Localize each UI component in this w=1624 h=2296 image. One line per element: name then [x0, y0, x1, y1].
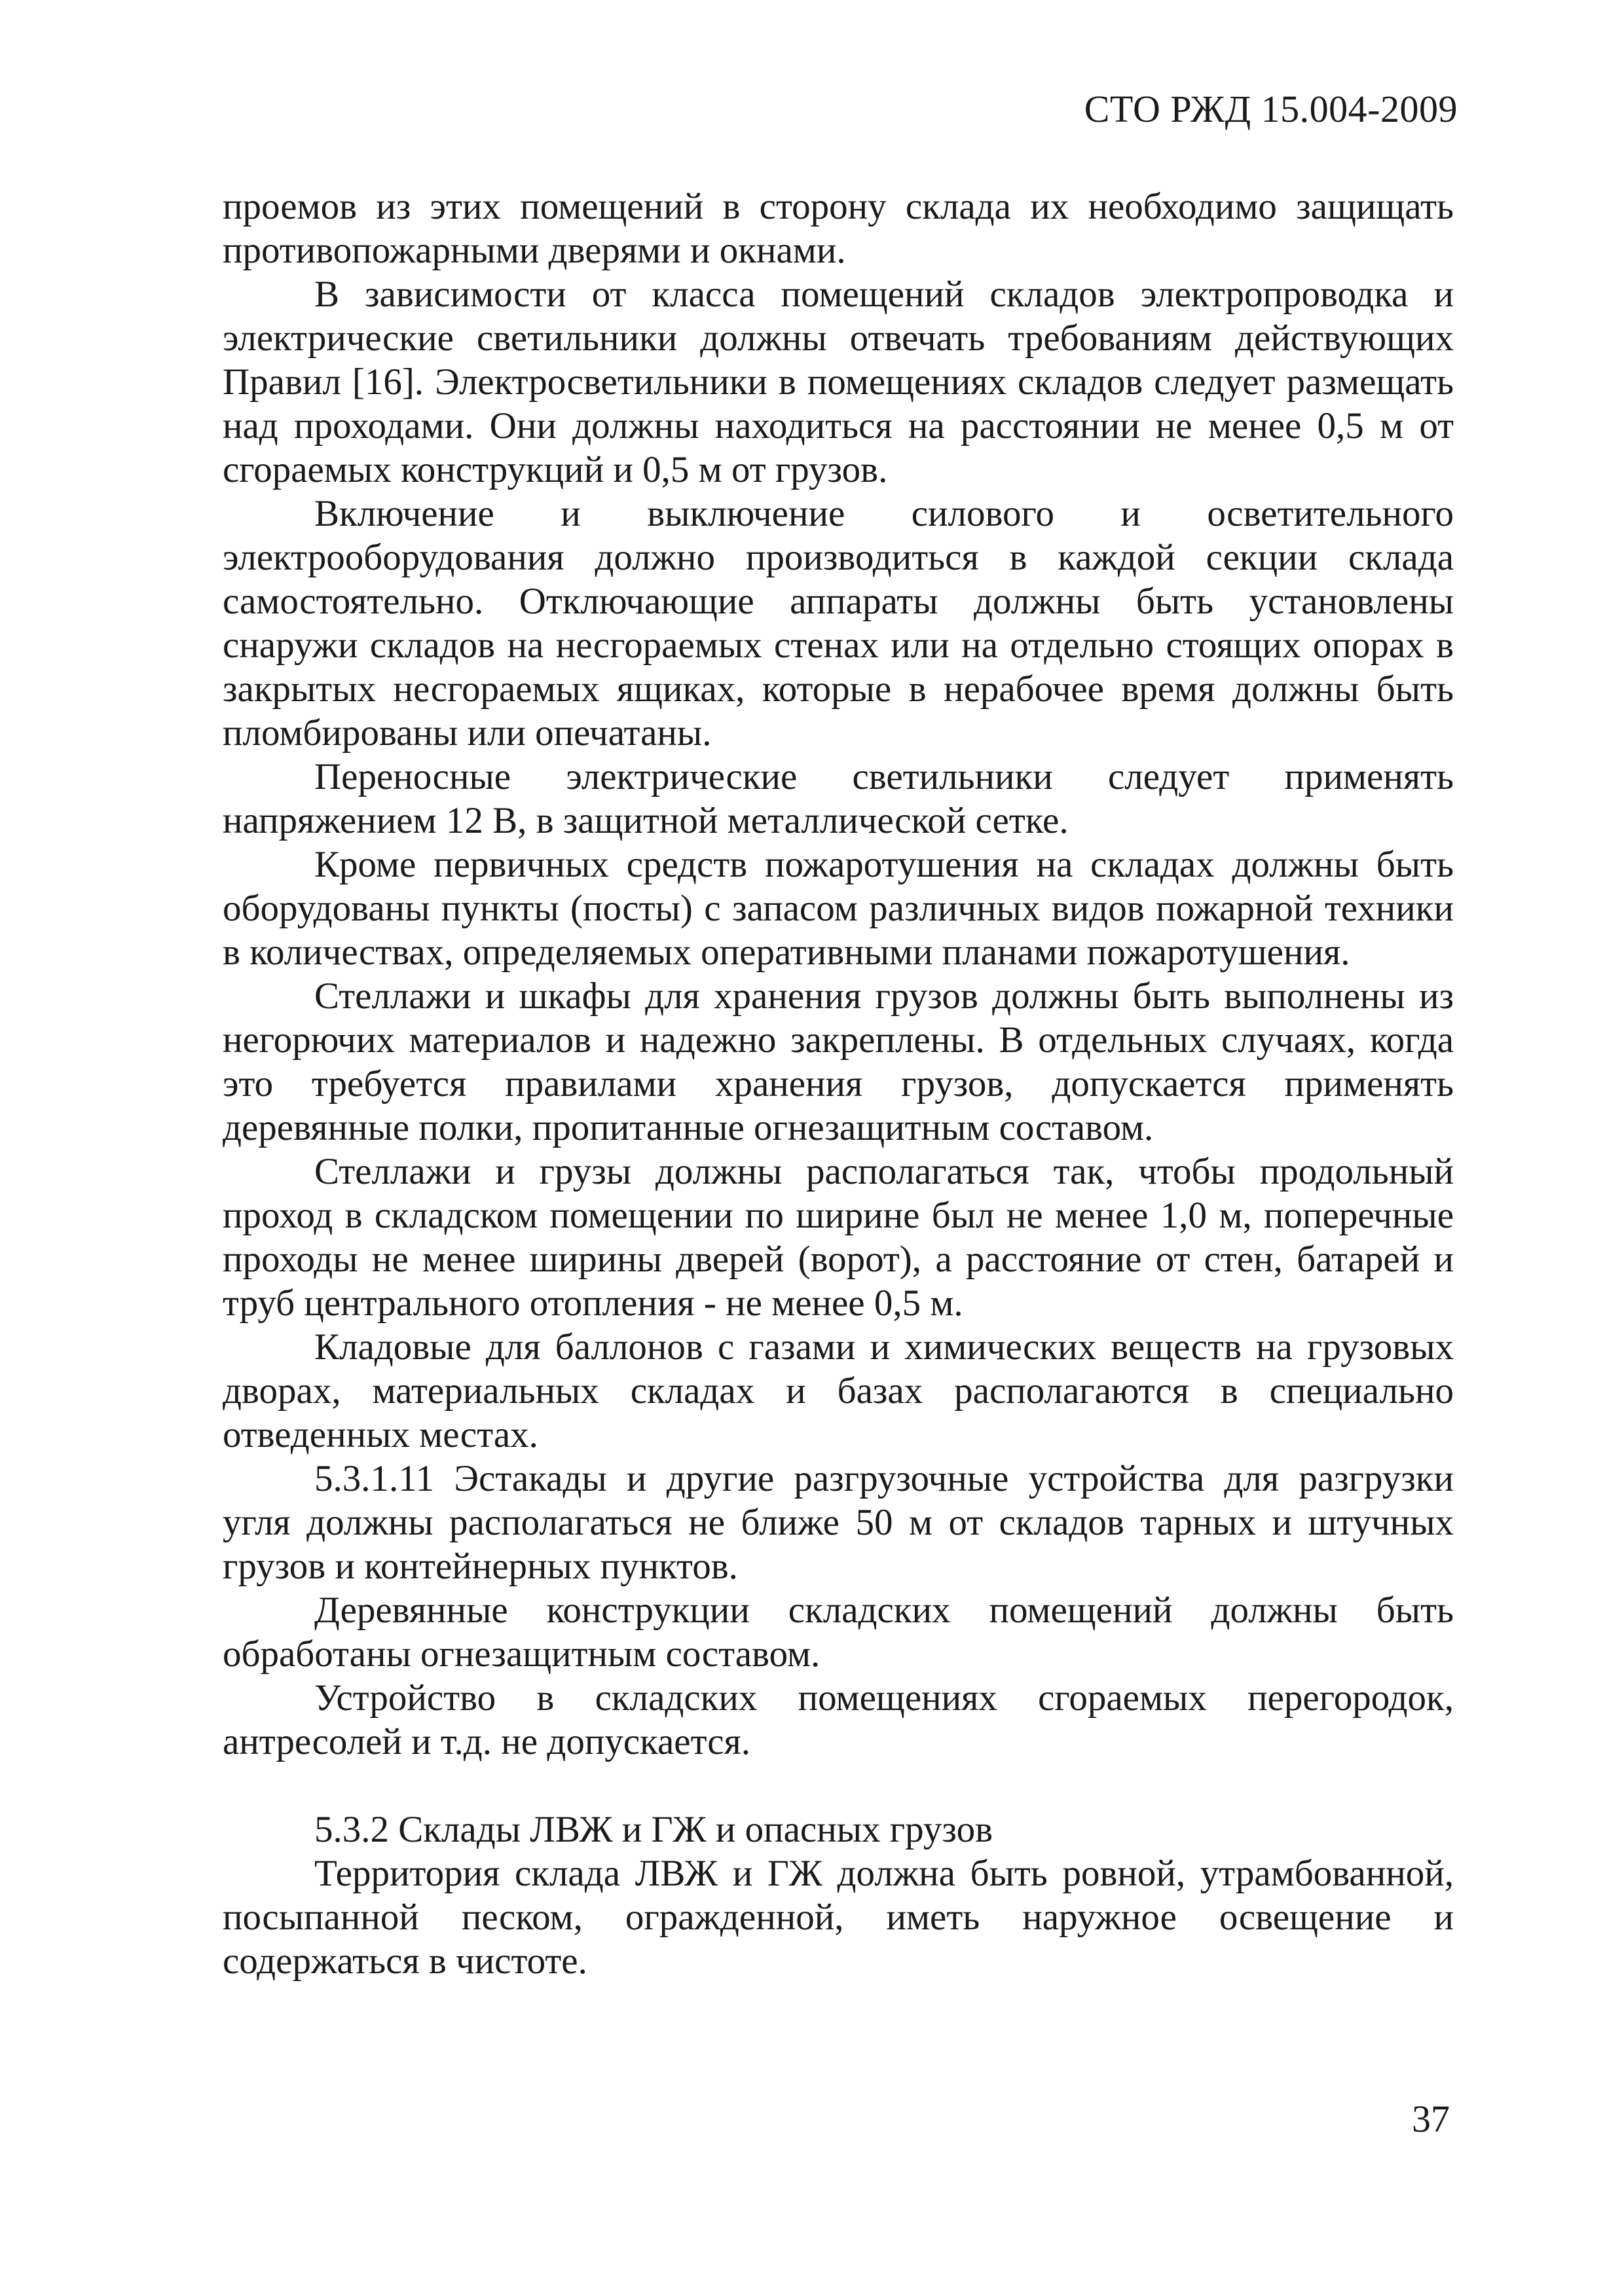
paragraph-coal-trestles: 5.3.1.11 Эстакады и другие разгрузочные устройства для разгрузки угля должны располагаться не ближе 50 м от складов тарных и штучных грузов и контейнерных пунктов.: [223, 1458, 1454, 1587]
paragraph-gas-cylinder-storage: Кладовые для баллонов с газами и химических веществ на грузовых дворах, материальных складах и базах располагаются в специально отведенных местах.: [223, 1326, 1454, 1455]
paragraph-portable-lamps: Переносные электрические светильники следует применять напряжением 12 В, в защитной металлической сетке.: [223, 756, 1454, 841]
paragraph-flammable-storage-territory: Территория склада ЛВЖ и ГЖ должна быть ровной, утрамбованной, посыпанной песком, огражденной, иметь наружное освещение и содержаться в чистоте.: [223, 1853, 1454, 1982]
paragraph-partitions: Устройство в складских помещениях сгораемых перегородок, антресолей и т.д. не допускается.: [223, 1677, 1454, 1762]
paragraph-fire-posts: Кроме первичных средств пожаротушения на складах должны быть оборудованы пункты (посты) с запасом различных видов пожарной техники в количествах, определяемых оперативными планами пожаротушения.: [223, 844, 1454, 973]
paragraph-passage-widths: Стеллажи и грузы должны располагаться так, чтобы продольный проход в складском помещении по ширине был не менее 1,0 м, поперечные проходы не менее ширины дверей (ворот), а расстояние от стен, батарей и труб центрального отопления - не менее 0,5 м.: [223, 1151, 1454, 1324]
paragraph-shelving-materials: Стеллажи и шкафы для хранения грузов должны быть выполнены из негорючих материалов и надежно закреплены. В отдельных случаях, когда это требуется правилами хранения грузов, допускается применять деревянные полки, пропитанные огнезащитным составом.: [223, 975, 1454, 1148]
document-code-header: СТО РЖД 15.004-2009: [1084, 88, 1458, 130]
paragraph-continuation: проемов из этих помещений в сторону склада их необходимо защищать противопожарными дверями и окнами.: [223, 186, 1454, 271]
paragraph-electrical-wiring: В зависимости от класса помещений складов электропроводка и электрические светильники должны отвечать требованиям действующих Правил [16]. Электросветильники в помещениях складов следует размещать над проходами. Они должны находиться на расстоянии не менее 0,5 м от сгораемых конструкций и 0,5 м от грузов.: [223, 274, 1454, 490]
section-heading: 5.3.2 Склады ЛВЖ и ГЖ и опасных грузов: [314, 1809, 993, 1850]
paragraph-power-switching: Включение и выключение силового и осветительного электрооборудования должно производиться в каждой секции склада самостоятельно. Отключающие аппараты должны быть установлены снаружи складов на несгораемых стенах или на отдельно стоящих опорах в закрытых несгораемых ящиках, которые в нерабочее время должны быть пломбированы или опечатаны.: [223, 493, 1454, 754]
document-body: [223, 185, 1454, 1983]
paragraph-wooden-structures: Деревянные конструкции складских помещений должны быть обработаны огнезащитным составом.: [223, 1590, 1454, 1675]
page-number: 37: [1412, 2098, 1450, 2140]
